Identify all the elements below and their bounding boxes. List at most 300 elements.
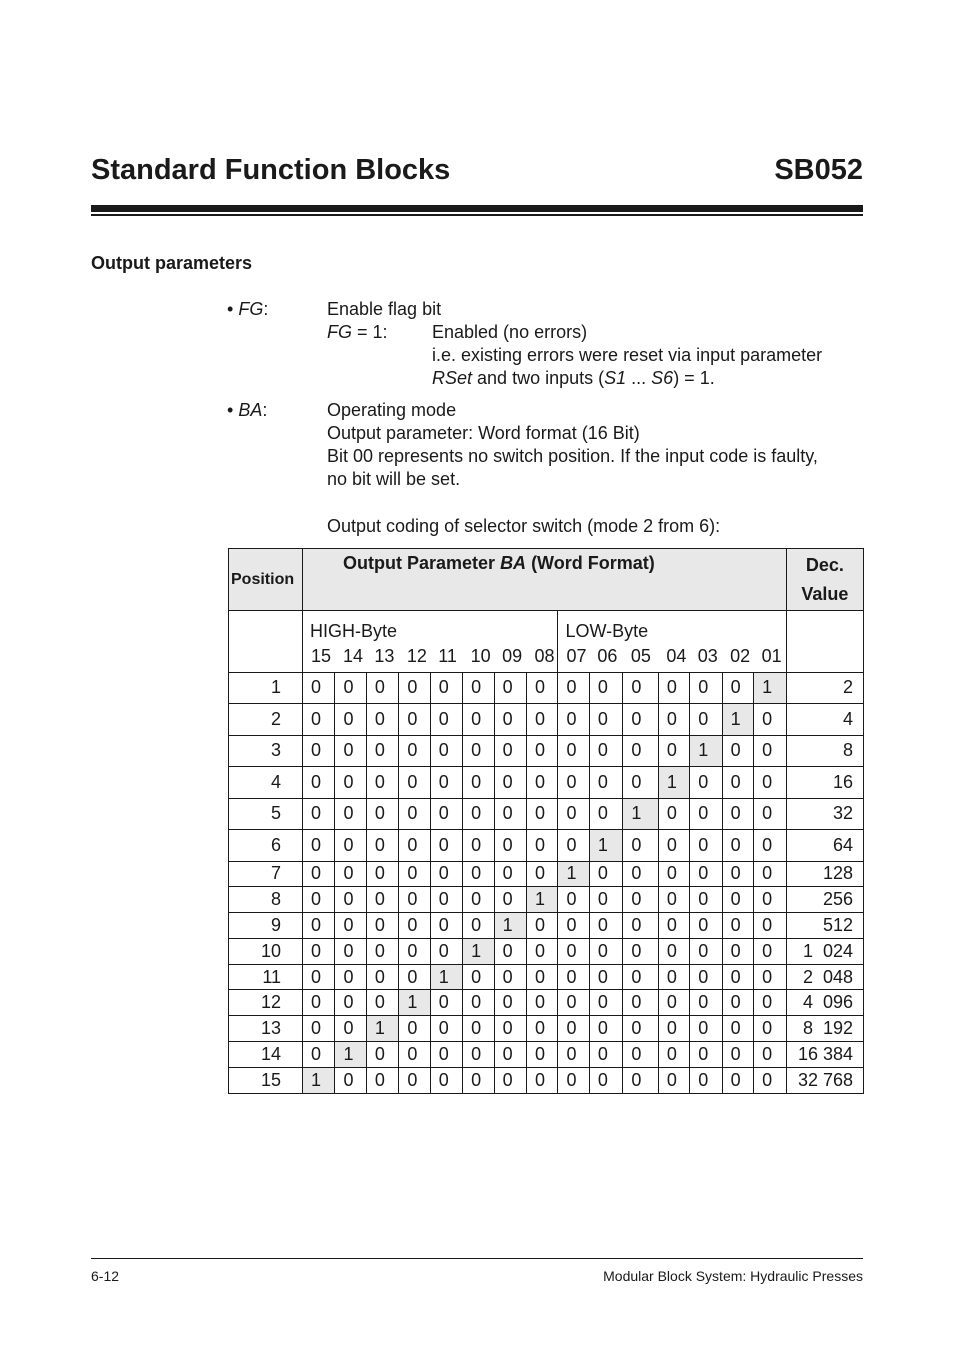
bit-cell: 0 [399, 887, 430, 913]
bit-cell: 0 [335, 861, 366, 887]
bit-cell: 0 [589, 1067, 622, 1093]
bit-cell: 0 [690, 798, 722, 830]
table-row [229, 1042, 864, 1068]
bit-cell: 0 [335, 887, 366, 913]
bit-cell: 0 [589, 887, 622, 913]
bit-cell: 0 [558, 1042, 589, 1068]
page-number: 6-12 [91, 1268, 120, 1284]
bit-cell: 0 [558, 767, 589, 799]
position-cell: 4 [229, 767, 303, 799]
bit-cell: 0 [589, 704, 622, 736]
bit-cell: 0 [722, 767, 753, 799]
bit-cell: 0 [430, 1042, 462, 1068]
bit-cell: 0 [658, 830, 689, 862]
bit-cell: 0 [754, 964, 787, 990]
table-row [229, 1067, 864, 1093]
bit-cell: 0 [399, 964, 430, 990]
position-cell: 12 [229, 990, 303, 1016]
bit-cell: 0 [690, 704, 722, 736]
bit-cell: 1 [558, 861, 589, 887]
bit-cell: 0 [430, 913, 462, 939]
bit-cell: 0 [335, 830, 366, 862]
bit-cell: 0 [690, 861, 722, 887]
bit-cell: 0 [463, 990, 494, 1016]
bit-cell: 0 [690, 938, 722, 964]
bit-cell: 0 [463, 913, 494, 939]
bit-cell: 0 [303, 830, 335, 862]
bit-cell: 0 [463, 1016, 494, 1042]
bit-cell: 0 [399, 1042, 430, 1068]
bit-cell: 0 [558, 1067, 589, 1093]
dec-value-cell: 16 384 [786, 1042, 863, 1068]
table-row [229, 735, 864, 767]
fg-description: Enable flag bit [327, 299, 442, 319]
bit-cell: 0 [623, 964, 658, 990]
bit-cell: 0 [558, 672, 589, 704]
bit-cell: 0 [366, 887, 398, 913]
bit-cell: 0 [623, 672, 658, 704]
bit-cell: 0 [754, 913, 787, 939]
bit-cell: 0 [722, 861, 753, 887]
bit-cell: 0 [658, 1067, 689, 1093]
bit-cell: 0 [623, 938, 658, 964]
bit-cell: 0 [623, 767, 658, 799]
dec-value-cell: 4 [786, 704, 863, 736]
bit-cell: 0 [463, 704, 494, 736]
bit-cell: 0 [366, 830, 398, 862]
bit-cell: 0 [303, 672, 335, 704]
bit-cell: 0 [463, 830, 494, 862]
bit-cell: 0 [527, 990, 558, 1016]
bit-cell: 0 [335, 938, 366, 964]
bit-cell: 0 [589, 913, 622, 939]
bit-cell: 0 [463, 1067, 494, 1093]
bit-cell: 1 [463, 938, 494, 964]
bit-cell: 0 [589, 964, 622, 990]
bit-cell: 0 [399, 672, 430, 704]
table-row [229, 887, 864, 913]
bit-cell: 0 [430, 887, 462, 913]
bit-cell: 0 [335, 1067, 366, 1093]
bit-number: 13 [366, 642, 398, 673]
bit-cell: 1 [722, 704, 753, 736]
bit-cell: 0 [754, 1067, 787, 1093]
position-cell: 2 [229, 704, 303, 736]
bit-cell: 0 [494, 1042, 526, 1068]
bit-cell: 0 [366, 938, 398, 964]
bit-cell: 0 [494, 798, 526, 830]
bit-cell: 0 [303, 798, 335, 830]
dec-value-cell: 32 [786, 798, 863, 830]
bit-number: 02 [722, 642, 753, 673]
bit-cell: 1 [589, 830, 622, 862]
bit-cell: 0 [658, 964, 689, 990]
ba-line-3: Bit 00 represents no switch position. If the input code is faulty, [327, 446, 818, 466]
position-cell: 14 [229, 1042, 303, 1068]
bit-cell: 0 [658, 938, 689, 964]
bit-cell: 0 [754, 1042, 787, 1068]
bit-cell: 0 [558, 887, 589, 913]
bit-number: 12 [399, 642, 430, 673]
position-cell: 1 [229, 672, 303, 704]
bit-cell: 0 [589, 672, 622, 704]
bit-cell: 0 [558, 735, 589, 767]
bit-cell: 0 [558, 938, 589, 964]
bit-cell: 0 [754, 990, 787, 1016]
bit-cell: 0 [399, 1067, 430, 1093]
output-parameter-header: Output Parameter BA (Word Format) [303, 549, 787, 611]
bit-cell: 0 [527, 913, 558, 939]
bit-cell: 0 [494, 767, 526, 799]
bit-cell: 0 [754, 1016, 787, 1042]
bit-cell: 0 [430, 672, 462, 704]
bit-cell: 0 [399, 798, 430, 830]
fg-condition-text: Enabled (no errors) [432, 322, 588, 342]
bit-cell: 0 [690, 887, 722, 913]
bit-cell: 0 [722, 1067, 753, 1093]
bit-cell: 0 [463, 767, 494, 799]
position-cell: 5 [229, 798, 303, 830]
bit-cell: 0 [690, 1042, 722, 1068]
position-cell: 7 [229, 861, 303, 887]
bit-cell: 0 [558, 990, 589, 1016]
bit-cell: 0 [463, 1042, 494, 1068]
bit-cell: 0 [494, 1067, 526, 1093]
position-cell: 8 [229, 887, 303, 913]
bit-cell: 1 [494, 913, 526, 939]
table-row [229, 964, 864, 990]
bit-cell: 0 [399, 938, 430, 964]
dec-value-cell: 64 [786, 830, 863, 862]
table-row [229, 672, 864, 704]
ba-line-4: no bit will be set. [327, 469, 461, 489]
bit-cell: 0 [430, 1067, 462, 1093]
bit-cell: 0 [558, 798, 589, 830]
bit-cell: 0 [623, 704, 658, 736]
fg-note-1: i.e. existing errors were reset via input parameter [432, 345, 823, 365]
bit-cell: 0 [430, 861, 462, 887]
bit-cell: 1 [303, 1067, 335, 1093]
table-row [229, 1016, 864, 1042]
bit-cell: 0 [722, 1016, 753, 1042]
bit-cell: 0 [494, 964, 526, 990]
bit-number: 05 [623, 642, 658, 673]
bit-cell: 0 [527, 672, 558, 704]
bit-cell: 0 [399, 1016, 430, 1042]
bit-number: 14 [335, 642, 366, 673]
dec-value-header: Dec. Value [786, 549, 863, 611]
bit-cell: 0 [623, 913, 658, 939]
dec-value-cell: 16 [786, 767, 863, 799]
bit-cell: 0 [494, 938, 526, 964]
bit-cell: 0 [430, 1016, 462, 1042]
bit-cell: 0 [722, 887, 753, 913]
bit-cell: 0 [558, 704, 589, 736]
position-cell: 3 [229, 735, 303, 767]
fg-condition: FG = 1: [327, 322, 388, 342]
ba-line-1: Operating mode [327, 400, 457, 420]
table-row [229, 830, 864, 862]
bit-cell: 1 [430, 964, 462, 990]
bit-cell: 0 [399, 830, 430, 862]
bit-cell: 0 [494, 887, 526, 913]
bit-cell: 0 [430, 798, 462, 830]
bit-cell: 0 [366, 735, 398, 767]
bit-cell: 0 [623, 830, 658, 862]
bit-cell: 0 [527, 861, 558, 887]
bit-cell: 0 [463, 887, 494, 913]
position-cell: 6 [229, 830, 303, 862]
bit-cell: 0 [303, 990, 335, 1016]
bit-number: 06 [589, 642, 622, 673]
bit-cell: 0 [303, 913, 335, 939]
bit-number: 04 [658, 642, 689, 673]
table-row [229, 938, 864, 964]
position-cell: 9 [229, 913, 303, 939]
bit-cell: 1 [335, 1042, 366, 1068]
bit-cell: 0 [303, 938, 335, 964]
byte-header-row [229, 611, 864, 642]
bit-cell: 0 [430, 767, 462, 799]
position-cell: 10 [229, 938, 303, 964]
table-row [229, 767, 864, 799]
position-cell: 15 [229, 1067, 303, 1093]
bit-cell: 0 [366, 990, 398, 1016]
bit-cell: 0 [690, 990, 722, 1016]
bit-cell: 0 [366, 704, 398, 736]
bit-cell: 0 [430, 735, 462, 767]
section-heading: Output parameters [91, 253, 253, 273]
dec-value-cell: 1 024 [786, 938, 863, 964]
bit-cell: 0 [623, 1067, 658, 1093]
bit-cell: 0 [527, 830, 558, 862]
bit-cell: 0 [335, 798, 366, 830]
bit-cell: 0 [754, 938, 787, 964]
bit-number: 03 [690, 642, 722, 673]
bit-cell: 0 [527, 767, 558, 799]
bit-cell: 1 [399, 990, 430, 1016]
bit-cell: 0 [722, 798, 753, 830]
bit-cell: 0 [623, 861, 658, 887]
bit-cell: 0 [303, 767, 335, 799]
bit-cell: 0 [722, 1042, 753, 1068]
dec-value-cell: 4 096 [786, 990, 863, 1016]
bit-cell: 0 [335, 672, 366, 704]
bit-number: 08 [527, 642, 558, 673]
bit-number-row [229, 642, 864, 673]
bit-cell: 0 [335, 767, 366, 799]
bit-cell: 1 [623, 798, 658, 830]
bit-cell: 0 [722, 830, 753, 862]
bit-cell: 0 [494, 1016, 526, 1042]
bit-cell: 0 [303, 735, 335, 767]
bit-cell: 0 [430, 704, 462, 736]
page-title: Standard Function Blocks [91, 154, 451, 186]
bit-cell: 0 [430, 938, 462, 964]
bit-cell: 0 [527, 964, 558, 990]
bit-cell: 0 [494, 735, 526, 767]
bit-cell: 0 [589, 735, 622, 767]
high-byte-label: HIGH-Byte [303, 611, 558, 642]
dec-value-cell: 128 [786, 861, 863, 887]
bit-cell: 0 [399, 704, 430, 736]
bit-cell: 0 [463, 861, 494, 887]
bit-cell: 0 [399, 767, 430, 799]
bit-cell: 0 [722, 964, 753, 990]
bit-cell: 0 [527, 1016, 558, 1042]
bit-cell: 0 [303, 1016, 335, 1042]
block-code: SB052 [774, 154, 863, 186]
bit-cell: 0 [754, 887, 787, 913]
bit-cell: 0 [658, 704, 689, 736]
bit-cell: 0 [494, 672, 526, 704]
dec-value-cell: 8 [786, 735, 863, 767]
dec-value-cell: 2 048 [786, 964, 863, 990]
bit-number: 15 [303, 642, 335, 673]
bit-cell: 0 [690, 964, 722, 990]
bit-cell: 0 [494, 704, 526, 736]
bit-cell: 0 [690, 672, 722, 704]
bit-cell: 0 [690, 767, 722, 799]
dec-value-cell: 8 192 [786, 1016, 863, 1042]
bit-cell: 0 [494, 990, 526, 1016]
position-cell: 13 [229, 1016, 303, 1042]
bit-cell: 0 [527, 735, 558, 767]
bit-cell: 0 [558, 830, 589, 862]
position-cell: 11 [229, 964, 303, 990]
bit-cell: 0 [623, 887, 658, 913]
table-row [229, 861, 864, 887]
bit-cell: 0 [658, 735, 689, 767]
bit-cell: 0 [494, 861, 526, 887]
bit-cell: 0 [754, 798, 787, 830]
footer-rule [91, 1258, 863, 1259]
bit-cell: 0 [527, 798, 558, 830]
table-row [229, 990, 864, 1016]
bit-cell: 0 [589, 767, 622, 799]
bit-cell: 1 [690, 735, 722, 767]
bit-cell: 0 [722, 672, 753, 704]
bit-cell: 1 [658, 767, 689, 799]
bit-cell: 0 [589, 990, 622, 1016]
bit-cell: 0 [558, 913, 589, 939]
bit-cell: 0 [690, 830, 722, 862]
bit-cell: 0 [722, 938, 753, 964]
bit-cell: 0 [589, 798, 622, 830]
ba-bullet: • BA: [227, 400, 268, 420]
bit-cell: 0 [558, 1016, 589, 1042]
dec-value-cell: 256 [786, 887, 863, 913]
bit-cell: 0 [589, 938, 622, 964]
bit-cell: 0 [366, 861, 398, 887]
dec-value-cell: 512 [786, 913, 863, 939]
bit-cell: 0 [463, 798, 494, 830]
dec-value-cell: 2 [786, 672, 863, 704]
bit-cell: 0 [589, 861, 622, 887]
bit-cell: 0 [623, 990, 658, 1016]
bit-cell: 0 [690, 913, 722, 939]
bit-cell: 0 [303, 1042, 335, 1068]
bit-cell: 0 [463, 735, 494, 767]
bit-cell: 0 [366, 798, 398, 830]
table-row [229, 913, 864, 939]
bit-cell: 0 [527, 1042, 558, 1068]
bit-cell: 0 [399, 913, 430, 939]
ba-name: BA [238, 400, 263, 420]
bit-number: 01 [754, 642, 787, 673]
table-row [229, 704, 864, 736]
bit-number: 07 [558, 642, 589, 673]
bit-cell: 0 [722, 735, 753, 767]
bit-cell: 0 [430, 830, 462, 862]
bit-cell: 0 [754, 735, 787, 767]
bit-cell: 0 [463, 672, 494, 704]
bit-cell: 0 [335, 913, 366, 939]
bit-cell: 0 [754, 830, 787, 862]
bit-cell: 0 [399, 735, 430, 767]
fg-note-2: RSet and two inputs (S1 ... S6) = 1. [432, 368, 715, 388]
bit-cell: 0 [335, 704, 366, 736]
bit-cell: 0 [494, 830, 526, 862]
bit-cell: 0 [690, 1016, 722, 1042]
bit-cell: 0 [722, 990, 753, 1016]
bit-cell: 0 [754, 767, 787, 799]
header-rule-thick [91, 205, 863, 212]
bit-cell: 0 [303, 704, 335, 736]
bit-cell: 0 [658, 1016, 689, 1042]
bit-cell: 0 [623, 1042, 658, 1068]
document-title: Modular Block System: Hydraulic Presses [603, 1268, 863, 1284]
bit-cell: 1 [366, 1016, 398, 1042]
bit-cell: 0 [658, 990, 689, 1016]
bit-cell: 0 [527, 938, 558, 964]
bit-cell: 0 [658, 1042, 689, 1068]
bit-cell: 0 [366, 1067, 398, 1093]
ba-line-2: Output parameter: Word format (16 Bit) [327, 423, 640, 443]
bit-cell: 0 [558, 964, 589, 990]
bit-cell: 0 [366, 964, 398, 990]
bit-cell: 1 [527, 887, 558, 913]
bit-number: 09 [494, 642, 526, 673]
bit-cell: 0 [589, 1042, 622, 1068]
bit-cell: 0 [366, 913, 398, 939]
header-rule-thin [91, 214, 863, 216]
bit-cell: 0 [430, 990, 462, 1016]
bit-cell: 0 [658, 913, 689, 939]
bit-cell: 0 [589, 1016, 622, 1042]
bit-cell: 0 [527, 704, 558, 736]
bit-cell: 0 [690, 1067, 722, 1093]
bit-cell: 0 [366, 672, 398, 704]
bit-cell: 0 [623, 1016, 658, 1042]
bit-number: 11 [430, 642, 462, 673]
bit-cell: 0 [335, 735, 366, 767]
bit-cell: 0 [658, 887, 689, 913]
fg-bullet: • FG: [227, 299, 269, 319]
bit-cell: 0 [754, 861, 787, 887]
bit-cell: 0 [303, 861, 335, 887]
table-row [229, 798, 864, 830]
bit-cell: 0 [658, 672, 689, 704]
bit-cell: 0 [399, 861, 430, 887]
low-byte-label: LOW-Byte [558, 611, 786, 642]
bit-cell: 0 [658, 861, 689, 887]
bit-cell: 0 [623, 735, 658, 767]
bit-cell: 0 [463, 964, 494, 990]
bit-cell: 0 [366, 1042, 398, 1068]
dec-value-cell: 32 768 [786, 1067, 863, 1093]
ba-line-5: Output coding of selector switch (mode 2 from 6): [327, 516, 721, 536]
